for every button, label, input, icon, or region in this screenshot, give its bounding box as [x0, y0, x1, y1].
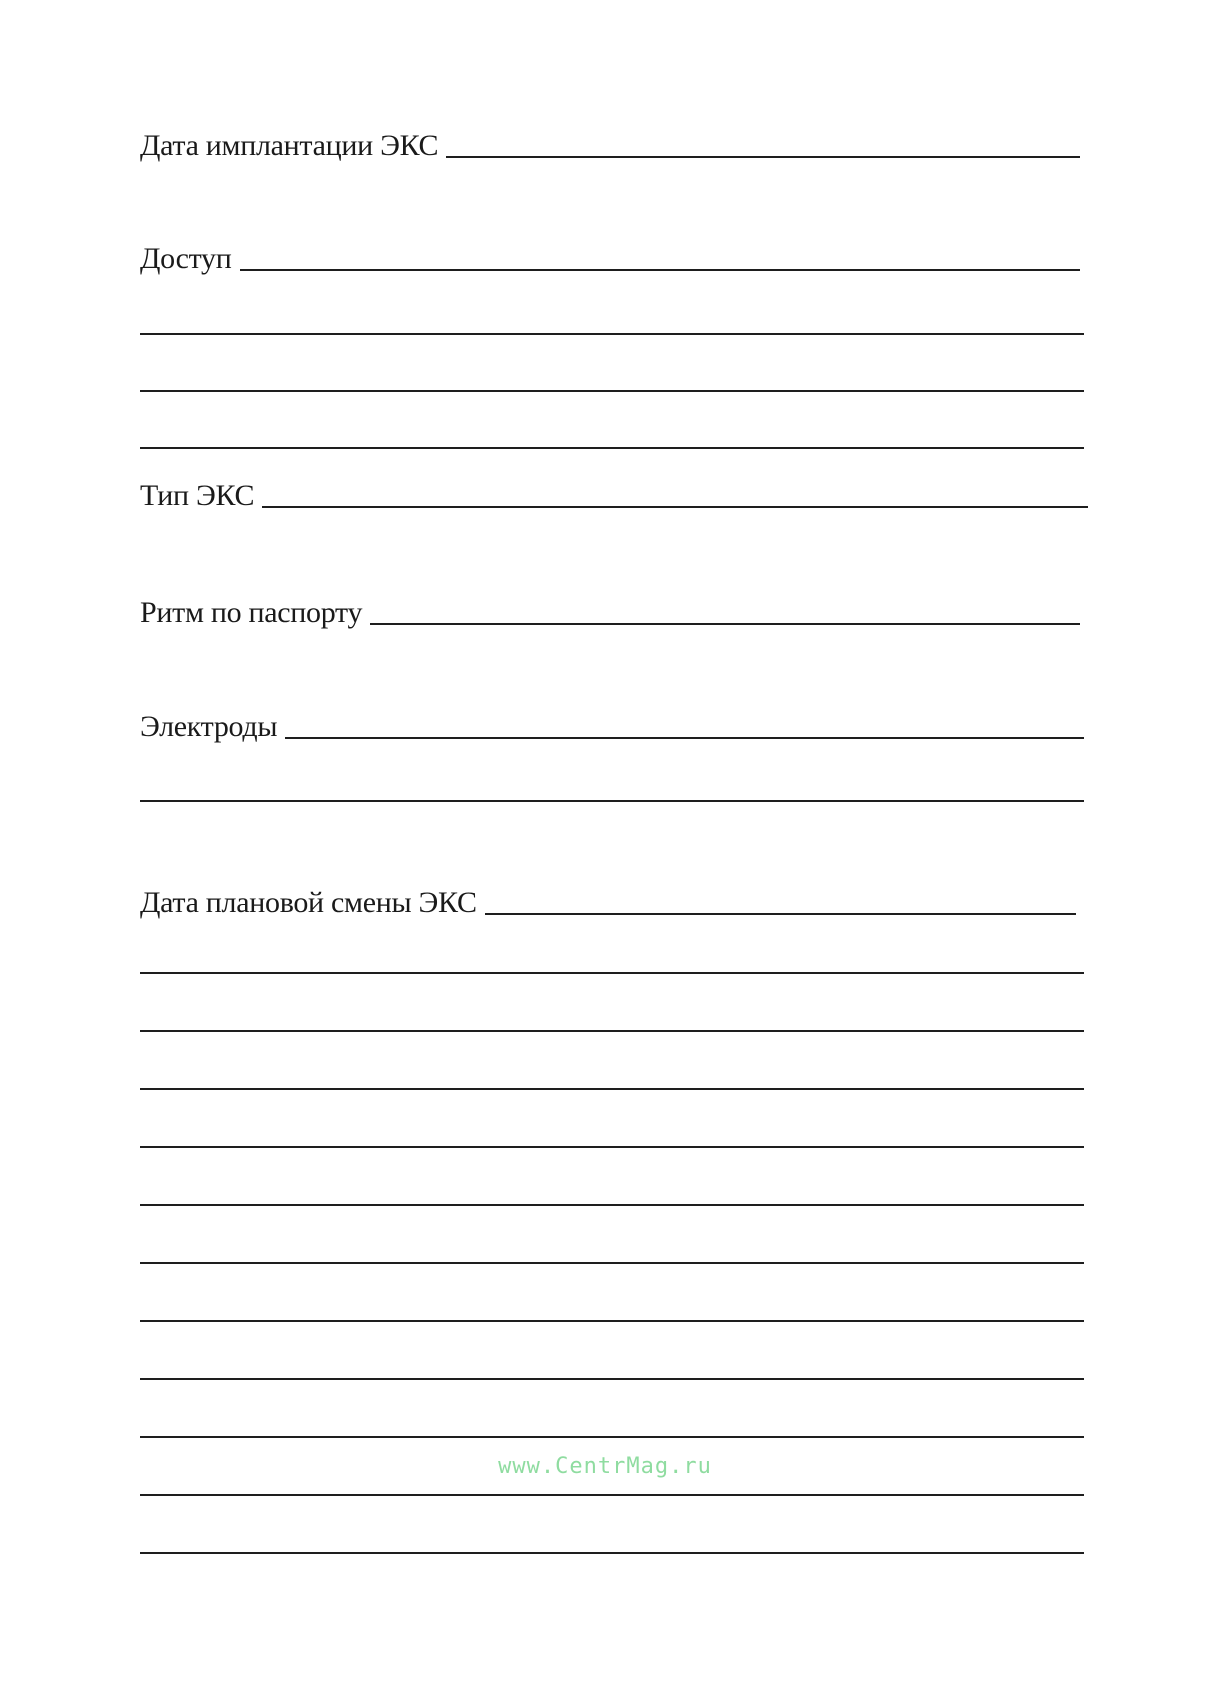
planned-replacement-label: Дата плановой смены ЭКС: [140, 886, 477, 919]
access-extra-line-2[interactable]: [140, 390, 1084, 392]
notes-line-10[interactable]: [140, 1494, 1084, 1496]
electrodes-line[interactable]: [285, 737, 1084, 739]
implant-date-line[interactable]: [446, 156, 1080, 158]
field-access[interactable]: [140, 243, 1080, 275]
access-extra-line-1[interactable]: [140, 333, 1084, 335]
field-implant-date[interactable]: [140, 130, 1080, 162]
electrodes-label: Электроды: [140, 710, 278, 743]
access-line[interactable]: [240, 269, 1081, 271]
planned-replacement-line[interactable]: [485, 913, 1076, 915]
passport-rhythm-label: Ритм по паспорту: [140, 596, 363, 629]
access-extra-line-3[interactable]: [140, 447, 1084, 449]
notes-line-11[interactable]: [140, 1552, 1084, 1554]
passport-rhythm-line[interactable]: [370, 623, 1080, 625]
watermark-text: www.CentrMag.ru: [498, 1454, 712, 1479]
field-passport-rhythm[interactable]: [140, 597, 1080, 629]
notes-line-2[interactable]: [140, 1030, 1084, 1032]
field-pacemaker-type[interactable]: [140, 480, 1088, 512]
notes-line-4[interactable]: [140, 1146, 1084, 1148]
electrodes-extra-line-1[interactable]: [140, 800, 1084, 802]
notes-line-9[interactable]: [140, 1436, 1084, 1438]
pacemaker-type-line[interactable]: [262, 506, 1088, 508]
access-label: Доступ: [140, 242, 232, 275]
notes-line-3[interactable]: [140, 1088, 1084, 1090]
notes-line-8[interactable]: [140, 1378, 1084, 1380]
field-planned-replacement[interactable]: [140, 887, 1076, 919]
field-electrodes[interactable]: [140, 711, 1084, 743]
notes-line-6[interactable]: [140, 1262, 1084, 1264]
implant-date-label: Дата имплантации ЭКС: [140, 129, 439, 162]
notes-line-5[interactable]: [140, 1204, 1084, 1206]
pacemaker-type-label: Тип ЭКС: [140, 479, 255, 512]
notes-line-7[interactable]: [140, 1320, 1084, 1322]
notes-line-1[interactable]: [140, 972, 1084, 974]
